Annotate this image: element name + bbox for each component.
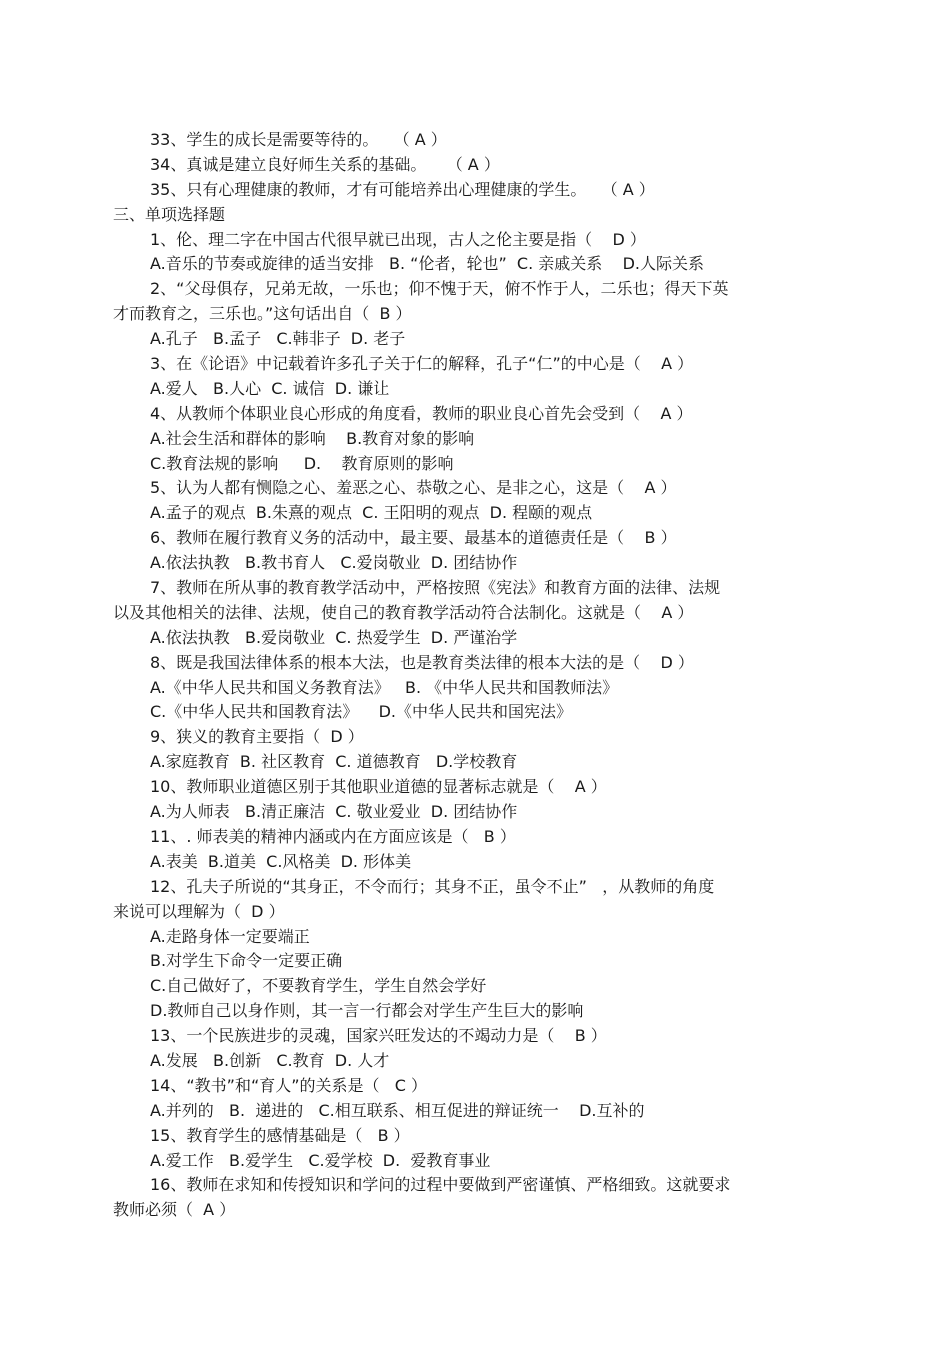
text-line: 4、从教师个体职业良心形成的角度看，教师的职业良心首先会受到（ A ） [150,403,693,423]
text-line: 三、单项选择题 [113,204,226,224]
text-line: D.教师自己以身作则，其一言一行都会对学生产生巨大的影响 [150,1001,584,1021]
text-line: 8、既是我国法律体系的根本大法，也是教育类法律的根本大法的是（ D ） [150,652,694,672]
document-body [113,128,843,1223]
text-line: C.自己做好了，不要教育学生，学生自然会学好 [150,976,487,996]
text-line: C.《中华人民共和国教育法》 D.《中华人民共和国宪法》 [150,702,573,722]
text-line: 7、教师在所从事的教育教学活动中，严格按照《宪法》和教育方面的法律、法规 [150,578,721,598]
text-line: 16、教师在求知和传授知识和学问的过程中要做到严密谨慎、严格细致。这就要求 [150,1175,731,1195]
text-line: 33、学生的成长是需要等待的。 （ A ） [150,130,447,149]
text-line: A.爱人 B.人心 C. 诚信 D. 谦让 [150,378,390,398]
text-line: 11、. 师表美的精神内涵或内在方面应该是（ B ） [150,826,516,846]
text-line: A.社会生活和群体的影响 B.教育对象的影响 [150,428,475,448]
text-line: 2、“父母俱存，兄弟无故，一乐也；仰不愧于天，俯不怍于人，二乐也；得天下英 [150,279,729,299]
text-line: A.依法执教 B.爱岗敬业 C. 热爱学生 D. 严谨治学 [150,627,518,647]
text-line: 9、狭义的教育主要指（ D ） [150,727,364,747]
text-line: 1、伦、理二字在中国古代很早就已出现，古人之伦主要是指（ D ） [150,229,646,249]
text-line: A.家庭教育 B. 社区教育 C. 道德教育 D.学校教育 [150,752,518,772]
text-line: 10、教师职业道德区别于其他职业道德的显著标志就是（ A ） [150,777,607,797]
text-line: C.教育法规的影响 D. 教育原则的影响 [150,453,454,473]
text-line: 来说可以理解为（ D ） [113,901,285,921]
text-line: A.表美 B.道美 C.风格美 D. 形体美 [150,851,412,871]
text-line: 14、“教书”和“育人”的关系是（ C ） [150,1075,428,1095]
text-line: 13、一个民族进步的灵魂，国家兴旺发达的不竭动力是（ B ） [150,1026,607,1046]
text-line: 12、孔夫子所说的“其身正，不令而行；其身不正，虽令不止” ，从教师的角度 [150,876,715,896]
text-line: 15、教育学生的感情基础是（ B ） [150,1125,410,1145]
text-line: 教师必须（ A ） [113,1200,236,1220]
text-line: A.爱工作 B.爱学生 C.爱学校 D. 爱教育事业 [150,1150,491,1170]
text-line: A.发展 B.创新 C.教育 D. 人才 [150,1050,390,1070]
text-line: 3、在《论语》中记载着许多孔子关于仁的解释，孔子“仁”的中心是（ A ） [150,354,694,374]
text-line: A.为人师表 B.清正廉洁 C. 敬业爱业 D. 团结协作 [150,802,518,822]
text-line: A.《中华人民共和国义务教育法》 B. 《中华人民共和国教师法》 [150,677,619,697]
text-line: A.音乐的节奏或旋律的适当安排 B. “伦者，轮也” C. 亲戚关系 D.人际关系 [150,254,705,274]
text-line: A.孔子 B.孟子 C.韩非子 D. 老子 [150,329,406,349]
text-line: 才而教育之，三乐也。”这句话出自（ B ） [113,304,412,324]
text-line: A.并列的 B. 递进的 C.相互联系、相互促进的辩证统一 D.互补的 [150,1100,645,1120]
text-line: 35、只有心理健康的教师，才有可能培养出心理健康的学生。 （ A ） [150,179,655,199]
text-line: A.孟子的观点 B.朱熹的观点 C. 王阳明的观点 D. 程颐的观点 [150,503,593,523]
text-line: A.走路身体一定要端正 [150,926,310,946]
text-line: 34、真诚是建立良好师生关系的基础。 （ A ） [150,154,500,174]
text-line: 5、认为人都有恻隐之心、羞恶之心、恭敬之心、是非之心，这是（ A ） [150,478,677,498]
text-line: 6、教师在履行教育义务的活动中，最主要、最基本的道德责任是（ B ） [150,528,677,548]
text-line: A.依法执教 B.教书育人 C.爱岗敬业 D. 团结协作 [150,553,518,573]
text-line: 以及其他相关的法律、法规，使自己的教育教学活动符合法制化。这就是（ A ） [113,602,694,622]
text-line: B.对学生下命令一定要正确 [150,951,343,971]
